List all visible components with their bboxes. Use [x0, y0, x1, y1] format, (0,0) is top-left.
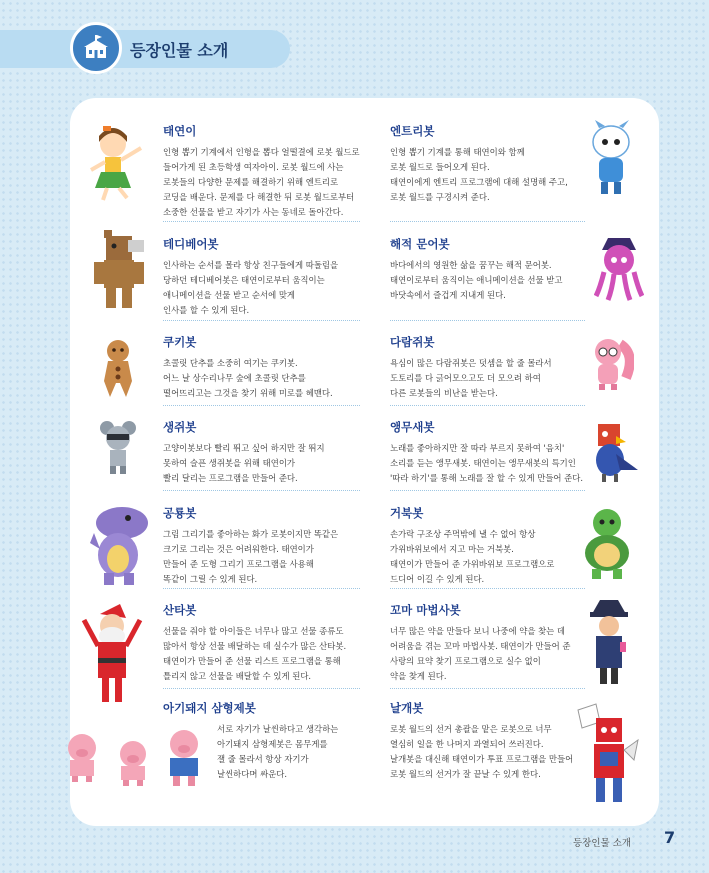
character-name: 테디베어봇 — [163, 237, 219, 251]
turtle-robot-illustration — [580, 505, 634, 583]
character-name: 엔트리봇 — [390, 124, 435, 138]
divider — [390, 221, 585, 222]
character-name: 거북봇 — [390, 506, 424, 520]
character-desc: 초콜릿 단추를 소중히 여기는 쿠키봇. 어느 날 상수리나무 숲에 초콜릿 단추를 떨어뜨리고는 그것을 찾기 위해 미로를 헤맨다. — [163, 358, 333, 398]
wing-robot-illustration — [576, 700, 640, 808]
divider — [390, 320, 585, 321]
character-name: 태연이 — [163, 124, 197, 138]
cookie-robot-illustration — [98, 337, 138, 399]
character-name: 해적 문어봇 — [390, 237, 450, 251]
pig-robot-illustration — [58, 728, 106, 784]
pig-robot-illustration — [160, 726, 208, 788]
entrybot-illustration — [585, 118, 637, 198]
character-entry-taeyeon — [163, 123, 360, 220]
character-desc: 그림 그리기를 좋아하는 화가 로봇이지만 똑같은 크기로 그리는 것은 어려워한다. 태연이가 만들어 준 도형 그리기 프로그램을 사용해 똑같이 그릴 수 있게 된다. — [163, 529, 339, 584]
octopus-robot-illustration — [594, 236, 644, 302]
character-desc: 너무 많은 약을 만들다 보니 나중에 약을 찾는 데 어려움을 겪는 꼬마 마법사봇. 태연이가 만들어 준 사랑의 묘약 찾기 프로그램으로 실수 없이 약을 찾게 된다. — [390, 626, 571, 681]
divider — [390, 405, 585, 406]
divider — [390, 490, 585, 491]
character-entry-octopus — [390, 236, 562, 303]
page-number: 7 — [664, 828, 676, 847]
character-name: 다람쥐봇 — [390, 335, 435, 349]
character-desc: 바다에서의 영원한 삶을 꿈꾸는 해적 문어봇. 태연이로부터 움직이는 애니메이션을 선물 받고 바닷속에서 즐겁게 지내게 된다. — [390, 260, 563, 300]
character-name: 쿠키봇 — [163, 335, 197, 349]
character-entry-santa — [163, 602, 346, 684]
divider — [390, 588, 585, 589]
pig-robot-illustration — [110, 736, 156, 788]
divider — [163, 490, 360, 491]
character-desc: 서로 자기가 날씬하다고 생각하는 아기돼지 삼형제봇은 몸무게를 잴 줄 몰라서 항상 자기가 날씬하다며 싸운다. — [217, 724, 339, 779]
divider — [163, 588, 360, 589]
character-name: 앵무새봇 — [390, 420, 435, 434]
character-entry-parrot — [390, 419, 583, 486]
wizard-robot-illustration — [584, 598, 634, 688]
character-desc: 욕심이 많은 다람쥐봇은 덧셈을 할 줄 몰라서 도토리를 다 긁어모으고도 더 모으려 하여 다른 로봇들의 비난을 받는다. — [390, 358, 552, 398]
girl-character-illustration — [83, 122, 153, 204]
character-name: 꼬마 마법사봇 — [390, 603, 461, 617]
character-entry-cookie — [163, 334, 333, 401]
character-entry-squirrel — [390, 334, 552, 401]
divider — [163, 221, 360, 222]
character-entry-mouse — [163, 419, 325, 486]
divider — [390, 688, 585, 689]
character-desc: 인형 뽑기 기계에서 인형을 뽑다 얼떨결에 로봇 월드로 들어가게 된 초등학생 여자아이. 로봇 월드에 사는 로봇들의 다양한 문제를 해결하기 위해 엔트리로 코딩을 배운다. 문제를 다 해결한 뒤 로봇 월드로부터 소중한 선물을 받고 자기가 사는 동네로 돌아간다. — [163, 147, 360, 217]
character-desc: 노래를 좋아하지만 잘 따라 부르지 못하여 '음치' 소리를 듣는 앵무새봇. 태연이는 앵무새봇의 특기인 '따라 하기'를 통해 노래를 잘 할 수 있게 만들어 준다. — [390, 443, 584, 483]
santa-robot-illustration — [80, 600, 144, 706]
parrot-robot-illustration — [586, 420, 640, 484]
character-name: 생쥐봇 — [163, 420, 197, 434]
character-entry-wizard — [390, 602, 570, 684]
character-desc: 인사하는 순서를 몰라 항상 친구들에게 따돌림을 당하던 테디베어봇은 태연이로부터 움직이는 애니메이션을 선물 받고 순서에 맞게 인사를 할 수 있게 된다. — [163, 260, 339, 315]
character-entry-teddybear — [163, 236, 338, 318]
character-name: 공룡봇 — [163, 506, 197, 520]
page-title: 등장인물 소개 — [130, 41, 229, 60]
header-badge — [70, 22, 122, 74]
character-desc: 고양이봇보다 빨리 뛰고 싶어 하지만 잘 뛰지 못하여 슬픈 생쥐봇을 위해 태연이가 빨리 달리는 프로그램을 만들어 준다. — [163, 443, 325, 483]
school-icon — [73, 25, 119, 71]
teddybear-robot-illustration — [90, 228, 150, 314]
divider — [163, 688, 360, 689]
character-entry-dinosaur — [163, 505, 338, 587]
squirrel-robot-illustration — [590, 334, 634, 394]
character-name: 아기돼지 삼형제봇 — [163, 701, 256, 715]
character-entry-turtle — [390, 505, 554, 587]
character-name: 날개봇 — [390, 701, 424, 715]
divider — [163, 320, 360, 321]
divider — [163, 405, 360, 406]
character-desc: 선물을 줘야 할 아이들은 너무나 많고 선물 종류도 많아서 항상 선물 배달하는 데 실수가 많은 산타봇. 태연이가 만들어 준 선물 리스트 프로그램을 통해 틀리지 않고 선물을 배달할 수 있게 된다. — [163, 626, 347, 681]
character-desc: 손가락 구조상 주먹밖에 낼 수 없어 항상 가위바위보에서 지고 마는 거북봇. 태연이가 만들어 준 가위바위보 프로그램으로 드디어 이길 수 있게 된다. — [390, 529, 555, 584]
character-desc: 로봇 월드의 선거 총괄을 맡은 로봇으로 너무 열심히 일을 한 나머지 과열되어 쓰러진다. 날개봇을 대신해 태연이가 투표 프로그램을 만들어 로봇 월드의 선거가 잘 끝날 수 있게 한다. — [390, 724, 574, 779]
character-name: 산타봇 — [163, 603, 197, 617]
footer-section-label: 등장인물 소개 — [573, 838, 632, 849]
dinosaur-robot-illustration — [80, 503, 160, 589]
mouse-robot-illustration — [98, 420, 138, 476]
character-entry-entrybot — [390, 123, 568, 205]
character-desc: 인형 뽑기 기계를 통해 태연이와 함께 로봇 월드로 들어오게 된다. 태연이에게 엔트리 프로그램에 대해 설명해 주고, 로봇 월드를 구경시켜 준다. — [390, 147, 568, 202]
character-entry-wingbot — [390, 700, 573, 782]
